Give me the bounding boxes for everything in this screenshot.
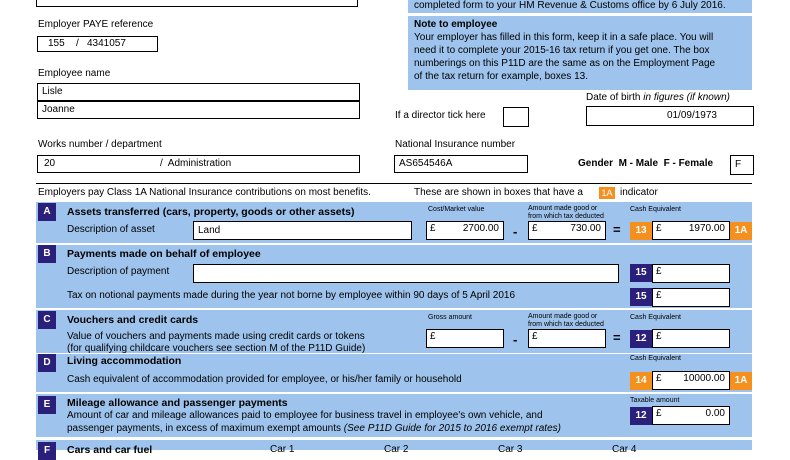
box-12-mileage-badge: 12 — [630, 407, 652, 425]
dob-value: 01/09/1973 — [666, 110, 717, 121]
section-c-col1: Gross amount — [428, 314, 472, 321]
paye-ref: 4341057 — [87, 38, 126, 49]
section-e-line2: passenger payments, in excess of maximum exempt amounts — [67, 423, 342, 434]
notional-tax-currency: £ — [656, 290, 662, 301]
section-d-1a-badge: 1A — [730, 372, 752, 390]
class1a-rule — [36, 183, 752, 184]
section-d-title: Living accommodation — [67, 355, 182, 367]
section-c-col2a: Amount made good or — [528, 313, 598, 320]
accommodation-value: 10000.00 — [683, 373, 725, 384]
asset-made-good-value: 730.00 — [570, 223, 601, 234]
section-e-line1: Amount of car and mileage allowances paid to employee for business travel in employee's own vehicle, and — [67, 410, 543, 421]
section-a-col3: Cash Equivalent — [630, 206, 681, 213]
section-f-car1: Car 1 — [270, 444, 295, 455]
note-to-employee — [408, 16, 752, 90]
voucher-cash-currency: £ — [656, 331, 662, 342]
asset-description-field[interactable]: Land — [193, 221, 412, 240]
asset-cash-value: 1970.00 — [688, 223, 725, 234]
section-a-col2a: Amount made good or — [528, 205, 598, 212]
works-dept: / Administration — [160, 158, 232, 169]
paye-field[interactable] — [37, 36, 158, 52]
section-a-letter: A — [38, 203, 56, 221]
class1a-note-b: These are shown in boxes that have a — [414, 187, 583, 198]
employee-name-label: Employee name — [38, 68, 111, 79]
box-15-tax-badge: 15 — [630, 288, 652, 306]
section-e-letter: E — [38, 396, 56, 414]
section-a-col2b: from which tax deducted — [528, 213, 604, 220]
mileage-value: 0.00 — [705, 408, 725, 419]
section-c-col2b: from which tax deducted — [528, 321, 604, 328]
dob-label-italic: in figures (if known) — [643, 92, 730, 103]
class1a-note-c: indicator — [620, 187, 658, 198]
section-b-title: Payments made on behalf of employee — [67, 248, 261, 260]
dob-label: Date of birth — [586, 92, 641, 103]
accommodation-currency: £ — [656, 373, 662, 384]
section-b-desc-label: Description of payment — [67, 266, 170, 277]
section-e-title: Mileage allowance and passenger payments — [67, 397, 288, 409]
class1a-note-a: Employers pay Class 1A National Insurance contributions on most benefits. — [38, 187, 371, 198]
asset-made-good-field[interactable] — [528, 221, 606, 240]
asset-cash-equivalent-field[interactable] — [652, 221, 730, 240]
ni-label: National Insurance number — [395, 139, 516, 150]
section-f-title: Cars and car fuel — [67, 444, 153, 456]
director-checkbox[interactable] — [503, 107, 529, 127]
section-f-car3: Car 3 — [498, 444, 523, 455]
section-c-letter: C — [38, 311, 56, 329]
voucher-made-good-field[interactable] — [528, 329, 606, 348]
paye-office: 155 — [48, 38, 65, 49]
section-e-col3: Taxable amount — [630, 397, 680, 404]
mileage-field[interactable] — [652, 406, 730, 425]
dob-label-wrap — [586, 92, 730, 103]
mileage-currency: £ — [656, 408, 662, 419]
voucher-gross-field[interactable] — [426, 329, 504, 348]
note-line-3: numberings on this P11D are the same as on the Employment Page — [414, 58, 716, 69]
asset-cost-value: 2700.00 — [462, 223, 499, 234]
gender-field[interactable]: F — [730, 155, 754, 175]
payment-description-field[interactable] — [193, 264, 619, 283]
asset-cost-field[interactable] — [426, 221, 504, 240]
box-12-badge: 12 — [630, 330, 652, 348]
minus-a: - — [513, 224, 518, 239]
box-14-badge: 14 — [630, 372, 652, 390]
notional-tax-field[interactable] — [652, 288, 730, 307]
section-a-desc-label: Description of asset — [67, 224, 155, 235]
section-f-car2: Car 2 — [384, 444, 409, 455]
section-a-title: Assets transferred (cars, property, goods or other assets) — [67, 206, 355, 218]
works-number: 20 — [44, 158, 56, 169]
note-line-4: of the tax return for example, boxes 13. — [414, 71, 588, 82]
section-a-col1: Cost/Market value — [428, 206, 485, 213]
box-15-badge: 15 — [630, 264, 652, 282]
voucher-gross-currency: £ — [430, 331, 436, 342]
section-c-line1: Value of vouchers and payments made using credit cards or tokens — [67, 331, 365, 342]
box-13-badge: 13 — [630, 222, 652, 240]
director-label: If a director tick here — [395, 110, 486, 121]
section-b-letter: B — [38, 245, 56, 263]
ni-field[interactable]: AS654546A — [394, 155, 528, 173]
section-f-car4: Car 4 — [612, 444, 637, 455]
dob-field[interactable] — [586, 106, 754, 126]
paye-label: Employer PAYE reference — [38, 19, 154, 30]
section-e-line2-italic: (See P11D Guide for 2015 to 2016 exempt rates) — [343, 423, 561, 434]
paye-slash: / — [76, 38, 79, 49]
voucher-cash-field[interactable] — [652, 329, 730, 348]
payment-amount-currency: £ — [656, 266, 662, 277]
gender-label: Gender M - Male F - Female — [578, 158, 714, 169]
section-d-line: Cash equivalent of accommodation provided for employee, or his/her family or household — [67, 374, 462, 385]
note-line-1: Your employer has filled in this form, keep it in a safe place. You will — [414, 32, 714, 43]
class1a-badge: 1A — [599, 187, 615, 199]
section-f-letter: F — [38, 442, 56, 460]
note-line-2: need it to complete your 2015-16 tax return if you get one. The box — [414, 45, 710, 56]
asset-cost-currency: £ — [430, 223, 436, 234]
forename-field[interactable]: Joanne — [37, 101, 360, 119]
voucher-made-good-currency: £ — [532, 331, 538, 342]
section-c-title: Vouchers and credit cards — [67, 314, 199, 326]
section-d-letter: D — [38, 354, 56, 372]
section-d-col3: Cash Equivalent — [630, 355, 681, 362]
section-e-line2-wrap — [67, 423, 561, 434]
works-label: Works number / department — [38, 139, 162, 150]
note-heading: Note to employee — [414, 19, 498, 30]
works-field[interactable] — [37, 155, 360, 173]
minus-c: - — [513, 332, 518, 347]
section-b-tax-line: Tax on notional payments made during the year not borne by employee within 90 days of 5 April 2016 — [67, 290, 516, 301]
section-c-col3: Cash Equivalent — [630, 314, 681, 321]
equals-c: = — [613, 330, 621, 345]
return-deadline-text: completed form to your HM Revenue & Customs office by 6 July 2016. — [414, 0, 726, 11]
section-a-1a-badge: 1A — [730, 222, 752, 240]
payment-amount-field[interactable] — [652, 264, 730, 283]
return-deadline-banner — [408, 0, 752, 13]
asset-cash-currency: £ — [656, 223, 662, 234]
equals-a: = — [613, 222, 621, 237]
surname-field[interactable]: Lisle — [37, 83, 360, 101]
top-box-stub — [36, 0, 358, 7]
asset-made-good-currency: £ — [532, 223, 538, 234]
section-c-line2: (for qualifying childcare vouchers see section M of the P11D Guide) — [67, 343, 366, 354]
accommodation-field[interactable] — [652, 371, 730, 390]
